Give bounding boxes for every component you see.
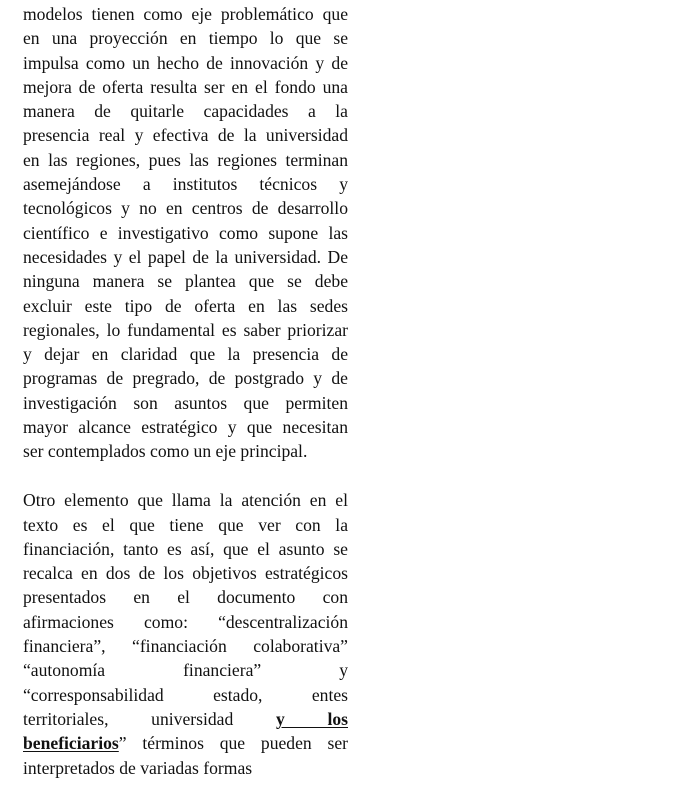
paragraph-text: ” términos que pueden ser [118, 733, 348, 754]
paragraph-line: investigación son asuntos que permiten [23, 392, 348, 413]
paragraph-line-mixed [23, 707, 348, 731]
paragraph-line: manera de quitarle capacidades a la [23, 101, 348, 122]
underlined-emphasis: beneficiarios [23, 733, 119, 754]
paragraph-line: impulsa como un hecho de innovación y de [23, 52, 348, 73]
paragraph-spacer [23, 464, 348, 489]
paragraph-1 [23, 2, 348, 464]
paragraph-line: asemejándose a institutos técnicos y [23, 174, 348, 195]
paragraph-line: interpretados de variadas formas [23, 757, 253, 778]
paragraph-line: necesidades y el papel de la universidad. De [23, 246, 348, 267]
paragraph-line: recalca en dos de los objetivos estratégicos [23, 563, 348, 584]
paragraph-line-mixed [23, 731, 348, 755]
underlined-emphasis: y los [275, 708, 348, 729]
paragraph-line: ser contemplados como un eje principal. [23, 441, 308, 462]
paragraph-line: presentados en el documento con [23, 587, 348, 608]
text-column [23, 2, 348, 780]
paragraph-line: financiera”, “financiación colaborativa” [23, 636, 348, 657]
paragraph-line: modelos tienen como eje problemático que [23, 4, 348, 24]
paragraph-line: regionales, lo fundamental es saber priorizar [23, 319, 348, 340]
paragraph-text: territoriales, universidad [23, 708, 276, 729]
paragraph-line: “autonomía financiera” y [23, 660, 348, 681]
paragraph-2 [23, 488, 348, 780]
paragraph-line: en una proyección en tiempo lo que se [23, 28, 348, 49]
paragraph-line: “corresponsabilidad estado, entes [23, 684, 348, 705]
paragraph-line: tecnológicos y no en centros de desarrollo [23, 198, 348, 219]
paragraph-line: presencia real y efectiva de la universidad [23, 125, 348, 146]
paragraph-line: científico e investigativo como supone las [23, 222, 348, 243]
paragraph-line: programas de pregrado, de postgrado y de [23, 368, 348, 389]
paragraph-line: y dejar en claridad que la presencia de [23, 344, 348, 365]
paragraph-line: mayor alcance estratégico y que necesitan [23, 417, 348, 438]
paragraph-line: financiación, tanto es así, que el asunto se [23, 538, 348, 559]
paragraph-line: en las regiones, pues las regiones terminan [23, 149, 348, 170]
paragraph-line: texto es el que tiene que ver con la [23, 514, 348, 535]
paragraph-line: mejora de oferta resulta ser en el fondo una [23, 76, 348, 97]
paragraph-line: Otro elemento que llama la atención en el [23, 490, 348, 511]
paragraph-line: excluir este tipo de oferta en las sedes [23, 295, 348, 316]
paragraph-line: ninguna manera se plantea que se debe [23, 271, 348, 292]
paragraph-line: afirmaciones como: “descentralización [23, 611, 348, 632]
